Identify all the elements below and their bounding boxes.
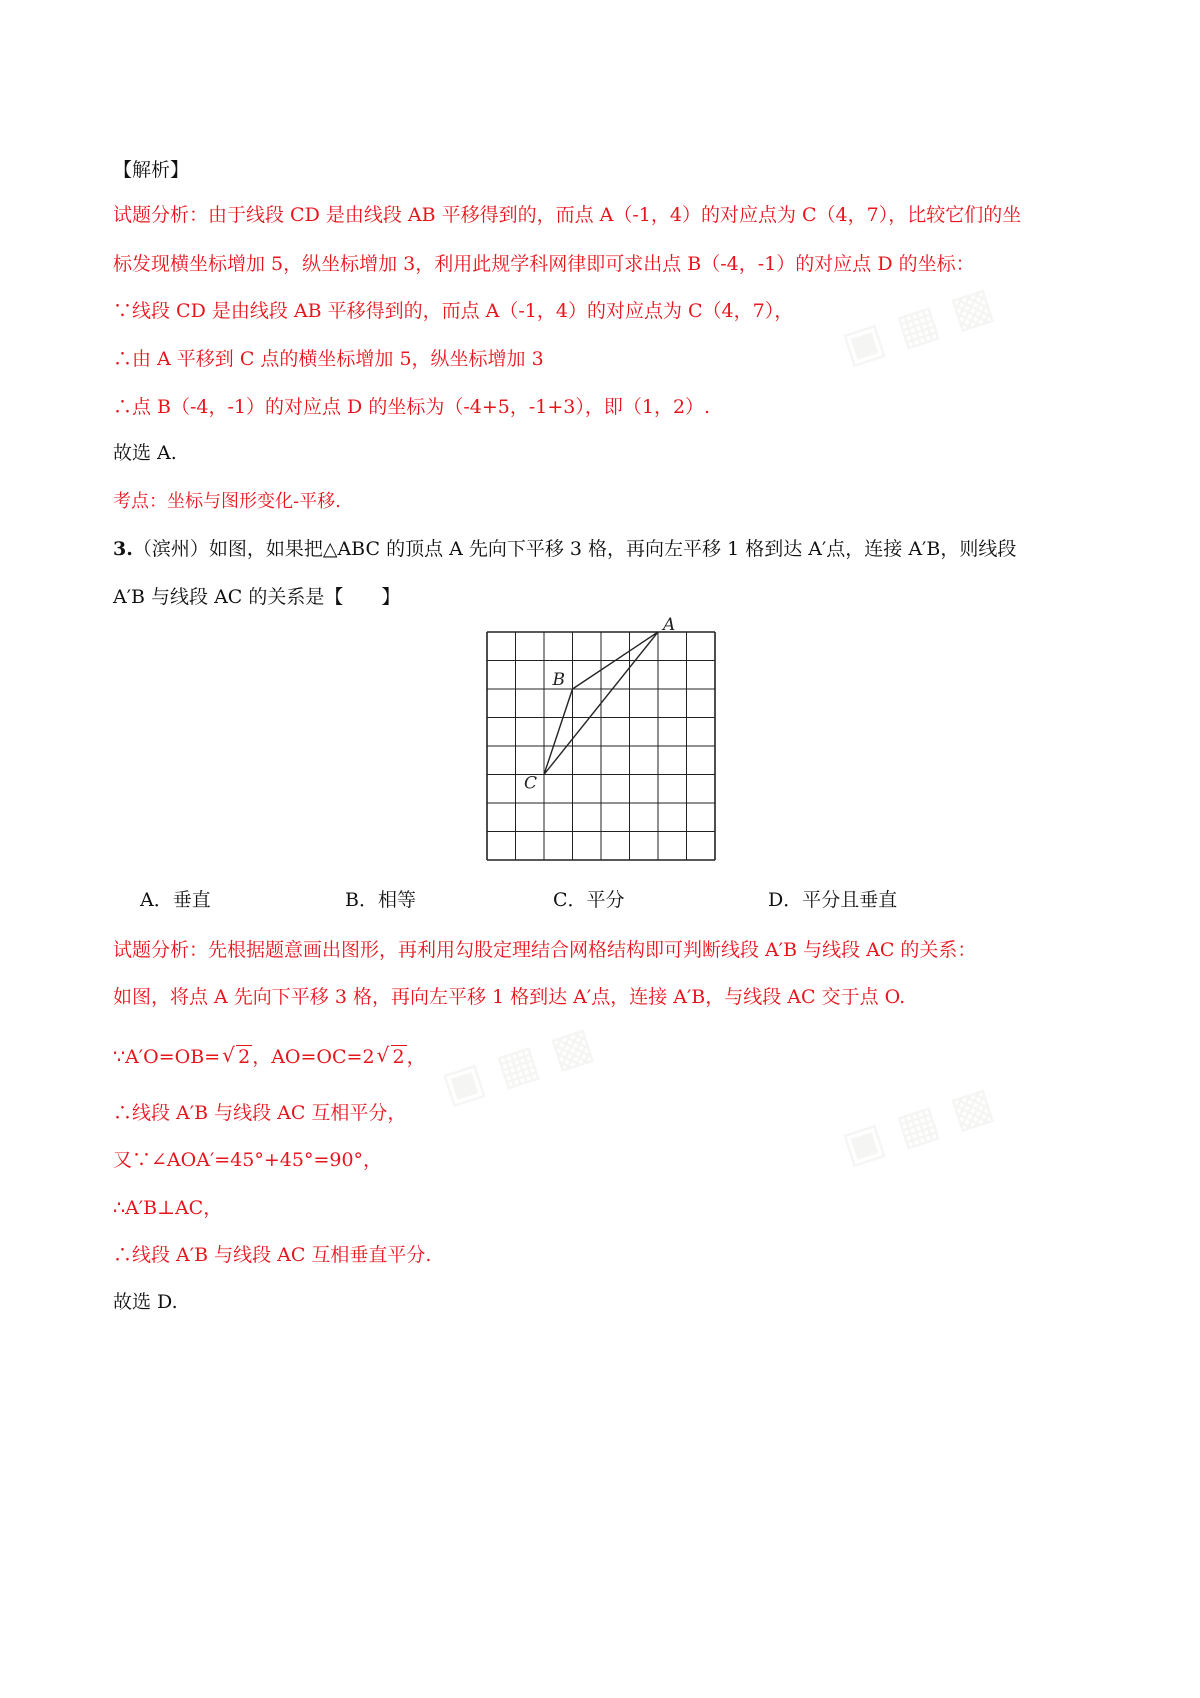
sqrt-symbol xyxy=(377,1045,407,1069)
watermark: ▣ ▦ ▩ xyxy=(835,1077,1000,1174)
option-a: A．垂直 xyxy=(140,889,211,911)
segment-bc xyxy=(544,689,573,775)
solution-line: 又∵∠AOA′=45°+45°=90°， xyxy=(113,1149,383,1171)
analysis-line: ∴由 A 平移到 C 点的横坐标增加 5，纵坐标增加 3 xyxy=(113,348,544,370)
label-a: A xyxy=(663,615,676,635)
exam-point: 考点：坐标与图形变化-平移. xyxy=(113,491,341,512)
watermark: ▣ ▦ ▩ xyxy=(835,277,1000,374)
option-b: B．相等 xyxy=(345,889,416,911)
solution-line: 故选 D. xyxy=(113,1291,178,1313)
solution-line: ∴线段 A′B 与线段 AC 互相垂直平分. xyxy=(113,1244,432,1266)
analysis-line: 试题分析：由于线段 CD 是由线段 AB 平移得到的，而点 A（-1，4）的对应点为 C（4，7），比较它们的坐 xyxy=(113,204,1022,226)
label-b: B xyxy=(552,670,565,690)
analysis-line: ∴点 B（-4，-1）的对应点 D 的坐标为（-4+5，-1+3），即（1，2）. xyxy=(113,396,711,418)
label-c: C xyxy=(524,773,538,794)
question-line xyxy=(113,537,1016,561)
solution-text: ，AO=OC=2 xyxy=(252,1046,375,1068)
analysis-line: 故选 A. xyxy=(113,442,177,464)
solution-line: ∴线段 A′B 与线段 AC 互相平分， xyxy=(113,1102,407,1124)
option-d: D．平分且垂直 xyxy=(768,889,898,911)
watermark: ▣ ▦ ▩ xyxy=(435,1017,600,1114)
analysis-heading: 【解析】 xyxy=(113,159,190,181)
analysis-line: 标发现横坐标增加 5，纵坐标增加 3，利用此规学科网律即可求出点 B（-4，-1）的对应点 D 的坐标： xyxy=(113,253,975,275)
solution-line: 试题分析：先根据题意画出图形，再利用勾股定理结合网格结构即可判断线段 A′B 与线段 AC 的关系： xyxy=(113,939,977,961)
triangle-grid-figure xyxy=(483,615,719,862)
sqrt-symbol xyxy=(222,1045,252,1069)
radicand: 2 xyxy=(392,1046,405,1068)
radicand: 2 xyxy=(238,1046,251,1068)
solution-line: ∴A′B⊥AC， xyxy=(113,1197,223,1219)
analysis-line: ∵线段 CD 是由线段 AB 平移得到的，而点 A（-1，4）的对应点为 C（4，7）， xyxy=(113,300,794,322)
question-number: 3. xyxy=(113,538,133,560)
solution-line: 如图，将点 A 先向下平移 3 格，再向左平移 1 格到达 A′点，连接 A′B，与线段 AC 交于点 O. xyxy=(113,986,906,1008)
question-text: （滨州）如图，如果把△ABC 的顶点 A 先向下平移 3 格，再向左平移 1 格到达 A′点，连接 A′B，则线段 xyxy=(132,538,1017,560)
question-line-2: A′B 与线段 AC 的关系是【 】 xyxy=(113,586,401,608)
solution-text: ， xyxy=(406,1046,426,1068)
solution-sqrt-line xyxy=(113,1045,426,1069)
option-c: C．平分 xyxy=(553,889,625,911)
solution-text: ∵A′O=OB= xyxy=(113,1046,221,1068)
